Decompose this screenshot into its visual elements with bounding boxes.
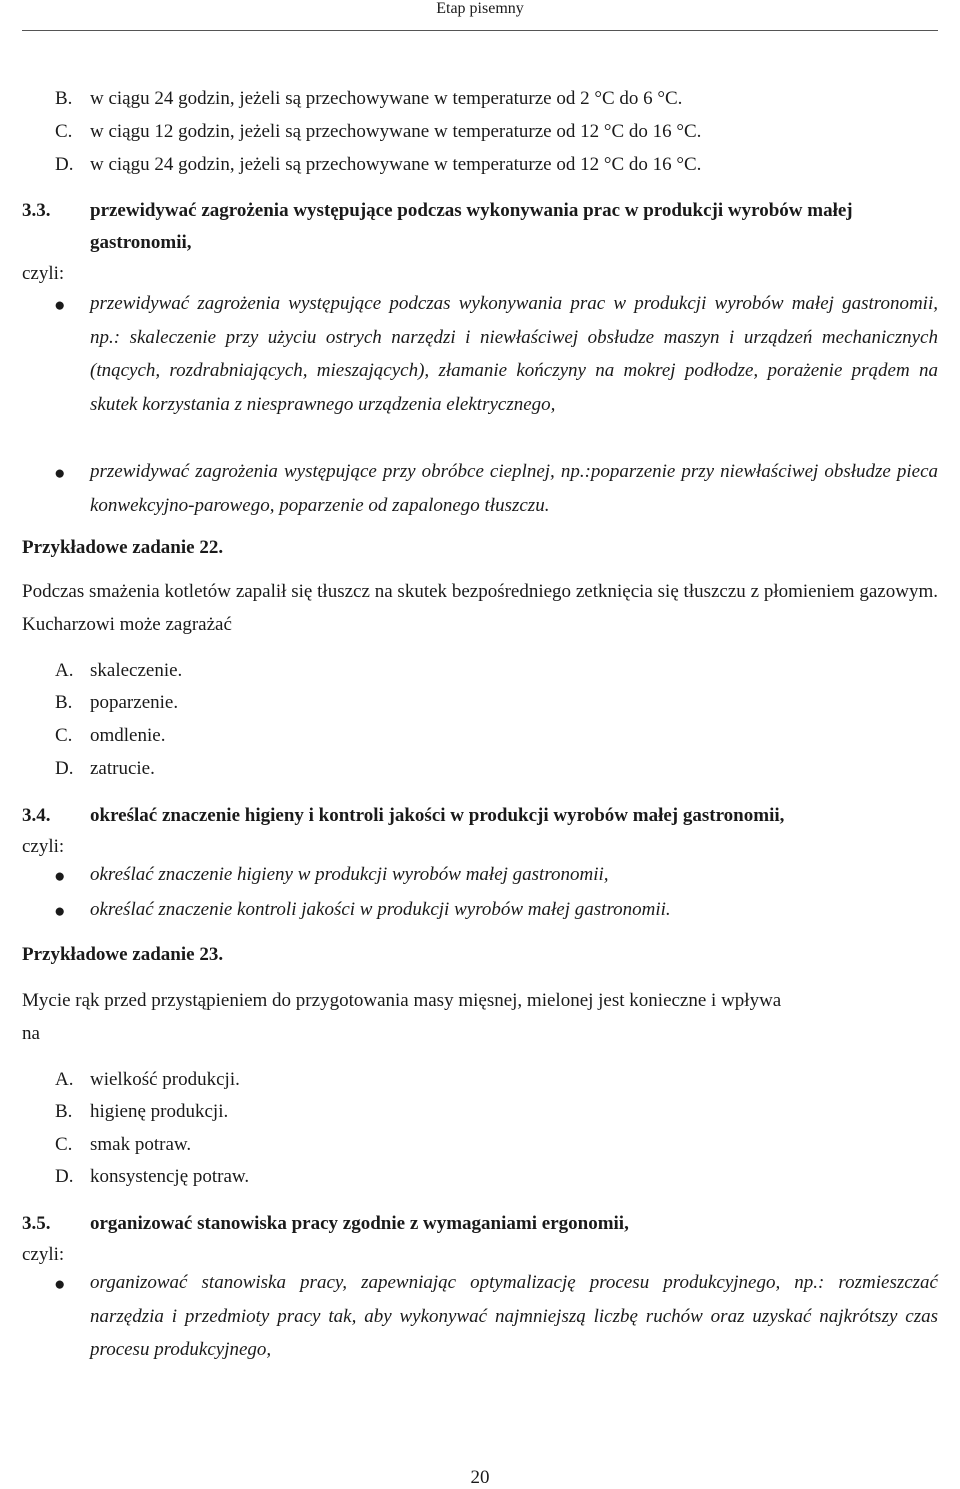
task-title: Przykładowe zadanie 22.	[22, 537, 224, 558]
option-text: skaleczenie.	[90, 660, 183, 681]
option-letter: D.	[55, 1166, 74, 1187]
option-letter: C.	[55, 725, 73, 746]
option-letter: B.	[55, 88, 73, 109]
option-text: omdlenie.	[90, 725, 166, 746]
option-text: poparzenie.	[90, 692, 179, 713]
section-number: 3.5.	[22, 1213, 51, 1234]
option-text: w ciągu 12 godzin, jeżeli są przechowywane w temperaturze od 12 °C do 16 °C.	[90, 121, 702, 142]
task-title: Przykładowe zadanie 23.	[22, 944, 224, 965]
section-title: przewidywać zagrożenia występujące podczas wykonywania prac w produkcji wyrobów małej gastronomii,	[90, 200, 853, 253]
page-header	[0, 0, 960, 30]
bullet-text: określać znaczenie kontroli jakości w produkcji wyrobów małej gastronomii.	[90, 899, 671, 920]
option-letter: B.	[55, 692, 73, 713]
task-question-continued: na	[22, 1023, 40, 1044]
bullet-icon: ●	[54, 901, 66, 922]
option-text: w ciągu 24 godzin, jeżeli są przechowywane w temperaturze od 12 °C do 16 °C.	[90, 154, 702, 175]
section-number: 3.3.	[22, 200, 51, 221]
option-letter: B.	[55, 1101, 73, 1122]
option-letter: D.	[55, 758, 74, 779]
option-letter: C.	[55, 1134, 73, 1155]
bullet-text: przewidywać zagrożenia występujące przy obróbce cieplnej, np.:poparzenie przy niewłaściwej obsłudze pieca konwekcyjno-parowego, poparzenie od zapalonego tłuszczu.	[90, 461, 938, 516]
option-text: zatrucie.	[90, 758, 155, 779]
section-title: określać znaczenie higieny i kontroli jakości w produkcji wyrobów małej gastronomii,	[90, 805, 785, 826]
bullet-icon: ●	[54, 463, 66, 484]
option-letter: D.	[55, 154, 74, 175]
option-text: konsystencję potraw.	[90, 1166, 250, 1187]
bullet-icon: ●	[54, 866, 66, 887]
section-title: organizować stanowiska pracy zgodnie z wymaganiami ergonomii,	[90, 1213, 629, 1234]
task-question: Mycie rąk przed przystąpieniem do przygotowania masy mięsnej, mielonej jest konieczne i wpływa	[22, 990, 782, 1011]
option-letter: A.	[55, 660, 74, 681]
option-text: smak potraw.	[90, 1134, 192, 1155]
option-text: higienę produkcji.	[90, 1101, 229, 1122]
bullet-text: określać znaczenie higieny w produkcji wyrobów małej gastronomii,	[90, 864, 609, 885]
czyli-label: czyli:	[22, 263, 65, 284]
czyli-label: czyli:	[22, 836, 65, 857]
header-title: Etap pisemny	[436, 0, 524, 17]
bullet-text: organizować stanowiska pracy, zapewniając optymalizację procesu produkcyjnego, np.: rozmieszczać narzędzia i przedmioty pracy tak, aby wykonywać najmniejszą liczbę ruchów oraz uzyskać najkrótszy czas procesu produkcyjnego,	[90, 1272, 938, 1360]
bullet-text: przewidywać zagrożenia występujące podczas wykonywania prac w produkcji wyrobów małej gastronomii, np.: skaleczenie przy użyciu ostrych narzędzi i niewłaściwej obsłudze maszyn i urządzeń mechanicznych (tnących, rozdrabniających, mieszających), złamanie kończyny na mokrej podłodze, porażenie prądem na skutek korzystania z niesprawnego urządzenia elektrycznego,	[90, 293, 938, 415]
option-text: wielkość produkcji.	[90, 1069, 240, 1090]
page-number: 20	[470, 1467, 490, 1488]
bullet-icon: ●	[54, 295, 66, 316]
czyli-label: czyli:	[22, 1244, 65, 1265]
section-number: 3.4.	[22, 805, 51, 826]
option-text: w ciągu 24 godzin, jeżeli są przechowywane w temperaturze od 2 °C do 6 °C.	[90, 88, 683, 109]
option-letter: C.	[55, 121, 73, 142]
bullet-icon: ●	[54, 1274, 66, 1295]
header-divider	[22, 30, 938, 31]
task-question: Podczas smażenia kotletów zapalił się tłuszcz na skutek bezpośredniego zetknięcia się tłuszczu z płomieniem gazowym. Kucharzowi może zagrażać	[22, 581, 938, 635]
option-letter: A.	[55, 1069, 74, 1090]
